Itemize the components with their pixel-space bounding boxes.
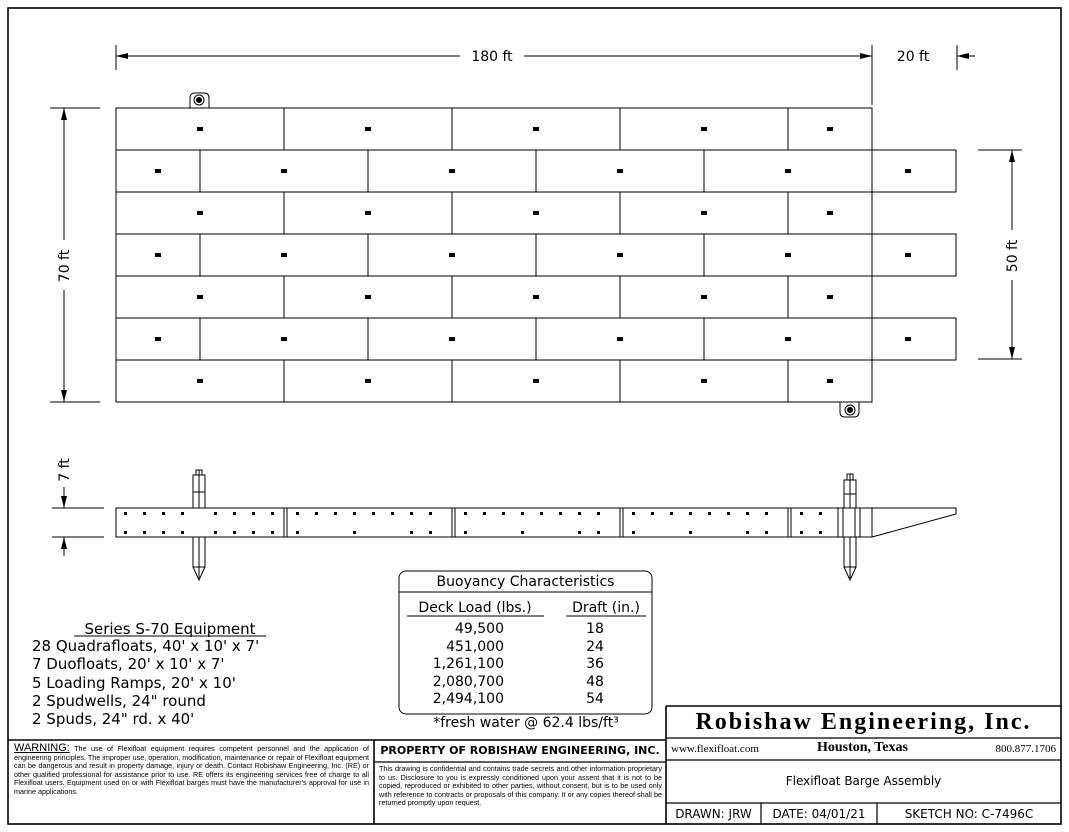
length-dimension	[116, 45, 975, 105]
property-title: PROPERTY OF ROBISHAW ENGINEERING, INC.	[380, 744, 660, 757]
company-phone: 800.877.1706	[995, 743, 1056, 755]
series-item: 28 Quadrafloats, 40' x 10' x 7'	[32, 637, 260, 655]
warning-label: WARNING:	[14, 742, 70, 754]
spudwell-plan-left	[190, 93, 209, 108]
extension-label: 20 ft	[896, 49, 930, 65]
height-label: 7 ft	[57, 458, 73, 482]
deck-load-header: Deck Load (lbs.)	[418, 600, 532, 616]
draft-header: Draft (in.)	[572, 600, 640, 616]
plan-view	[116, 108, 956, 402]
buoyancy-row	[404, 656, 649, 674]
drawn-by: DRAWN: JRW	[675, 807, 752, 821]
company-website: www.flexifloat.com	[671, 743, 759, 755]
buoyancy-row	[404, 674, 649, 692]
buoyancy-row	[404, 639, 649, 657]
draft-value: 36	[586, 656, 604, 672]
draft-value: 48	[586, 673, 604, 690]
buoyancy-title: Buoyancy Characteristics	[436, 574, 615, 590]
warning-block	[14, 744, 369, 797]
drawing-date: DATE: 04/01/21	[772, 807, 866, 821]
buoyancy-note: *fresh water @ 62.4 lbs/ft³	[433, 715, 619, 731]
series-item: 2 Spuds, 24" rd. x 40'	[32, 710, 195, 729]
company-name: Robishaw Engineering, Inc.	[695, 709, 1032, 735]
property-text: This drawing is confidential and contains trade secrets and other information proprietary to us. Disclosure to you is expressly conditioned upon your assent that it is not to be copied, reproduced or exhibited to other parties, without consent, but is to be used only with reference to contracts or proposals of this company. It or any copies thereof shall be returned promptly upon request.	[379, 764, 662, 808]
elevation-view	[116, 470, 956, 580]
spudwell-plan-right	[840, 402, 859, 417]
length-label: 180 ft	[471, 49, 513, 65]
buoyancy-rows	[404, 621, 649, 709]
elevation-dots	[124, 512, 822, 534]
sketch-number: SKETCH NO: C-7496C	[904, 807, 1034, 821]
deck-load-value: 49,500	[455, 621, 504, 637]
height-dimension	[52, 487, 104, 556]
drawing-title: Flexifloat Barge Assembly	[785, 774, 942, 788]
buoyancy-row	[404, 691, 649, 709]
series-list	[32, 637, 362, 728]
series-item: 2 Spudwells, 24" round	[32, 691, 206, 710]
buoyancy-row	[404, 621, 649, 639]
deck-load-value: 451,000	[446, 638, 504, 655]
draft-value: 54	[586, 691, 604, 707]
plan-markers	[155, 127, 911, 383]
end-width-label: 50 ft	[1005, 239, 1021, 273]
deck-load-value: 2,494,100	[432, 691, 504, 707]
draft-value: 24	[586, 638, 604, 655]
series-item: 5 Loading Ramps, 20' x 10'	[32, 673, 236, 692]
draft-value: 18	[586, 621, 604, 637]
deck-load-value: 2,080,700	[432, 673, 504, 690]
series-title: Series S-70 Equipment	[84, 620, 256, 638]
series-item: 7 Duofloats, 20' x 10' x 7'	[32, 655, 225, 674]
deck-load-value: 1,261,100	[432, 656, 504, 672]
warning-text: The use of Flexifloat equipment requires competent personnel and the application of engineering principles. The improper use, operation, modification, maintenance or repair of Flexifloat equipment can be dangerous and result in property damage, injury or death. Contact Robishaw Engineering, Inc. (RE) or other qualified professional for assistance prior to use. RE offers its engineering services free of charge to all Flexifloat users. Equipment used on or with Flexifloat barges must have the manufacturer's approval for use in marine applications.	[14, 744, 369, 796]
width-label: 70 ft	[57, 249, 73, 283]
company-location: Houston, Texas	[816, 740, 909, 755]
